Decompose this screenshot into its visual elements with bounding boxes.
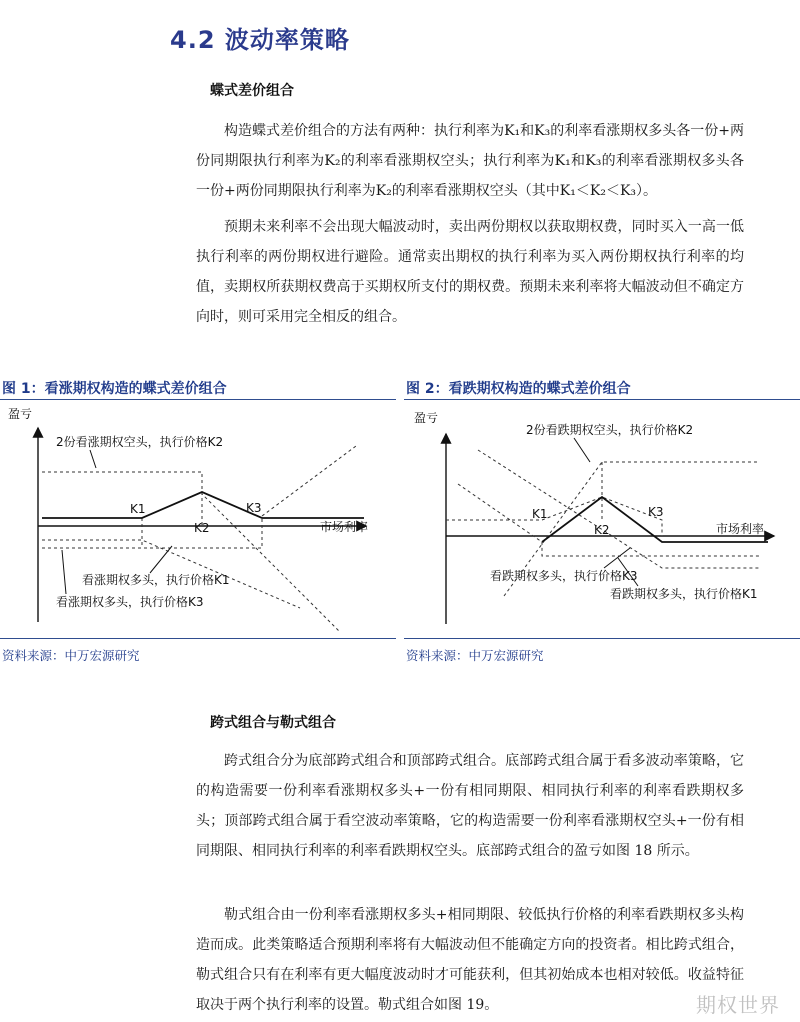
- figure1-k2-label: K2: [194, 521, 210, 535]
- figure2-annotation-long-k3: 看跌期权多头，执行价格K3: [490, 569, 638, 583]
- figure2-annotation-short: 2份看跌期权空头，执行价格K2: [526, 423, 694, 437]
- figure2-k1-label: K1: [532, 507, 548, 521]
- figure2-bottom-rule: [404, 638, 800, 639]
- figure1-k3-label: K3: [246, 501, 262, 515]
- butterfly-paragraph-1: 构造蝶式差价组合的方法有两种：执行利率为K₁和K₃的利率看涨期权多头各一份+两份同期限执行利率为K₂的利率看涨期权空头；执行利率为K₁和K₃的利率看涨期权多头各一份+两份同期限执行利率为K₂的利率看涨期权空头（其中K₁＜K₂＜K₃）。: [196, 123, 744, 199]
- strangle-paragraph: 勒式组合由一份利率看涨期权多头+相同期限、较低执行价格的利率看跌期权多头构造而成。此类策略适合预期利率将有大幅波动但不能确定方向的投资者。相比跨式组合，勒式组合只有在利率有更大幅度波动时才可能获利，但其初始成本也相对较低。收益特征取决于两个执行利率的设置。勒式组合如图 19。: [196, 907, 744, 1013]
- figure1-annotation-short: 2份看涨期权空头，执行价格K2: [56, 435, 224, 449]
- figure2-source: 资料来源：中万宏源研究: [406, 648, 544, 663]
- figure1-annotation-long-k3: 看涨期权多头，执行价格K3: [56, 595, 204, 609]
- figure2-k2-label: K2: [594, 523, 610, 537]
- figure1-payoff-line: [42, 492, 364, 518]
- figure1-annotation-short-pointer: [90, 450, 96, 468]
- figure1-xlabel: 市场利率: [320, 520, 369, 534]
- figure1-k1-label: K1: [130, 502, 146, 516]
- figure2-guide-lines: [446, 497, 662, 536]
- figure1-bottom-rule: [0, 638, 396, 639]
- section-title: 4.2 波动率策略: [170, 26, 350, 54]
- straddle-paragraph-1: 跨式组合分为底部跨式组合和顶部跨式组合。底部跨式组合属于看多波动率策略，它的构造需要一份利率看涨期权多头+一份有相同期限、相同执行利率的利率看跌期权多头；顶部跨式组合属于看空波动率策略，它的构造需要一份利率看涨期权空头+一份有相同期限、相同执行利率的利率看跌期权空头。底部跨式组合的盈亏如图 18 所示。: [196, 753, 744, 859]
- figure1-title: 图 1：看涨期权构造的蝶式差价组合: [2, 381, 227, 397]
- figure1-annotation-long-k3-pointer: [62, 550, 66, 594]
- butterfly-heading: 蝶式差价组合: [210, 83, 294, 99]
- figure2-ylabel: 盈亏: [414, 411, 439, 425]
- figure2-chart: [404, 400, 800, 638]
- butterfly-paragraph-2: 预期未来利率不会出现大幅波动时，卖出两份期权以获取期权费，同时买入一高一低执行利率的两份期权进行避险。通常卖出期权的执行利率为买入两份期权执行利率的均值，卖期权所获期权费高于买期权所支付的期权费。预期未来利率将大幅波动但不确定方向时，则可采用完全相反的组合。: [196, 219, 744, 325]
- figure1-annotation-long-k1-pointer: [150, 546, 172, 573]
- figure2-annotation-long-k3-pointer: [604, 548, 630, 568]
- figure1-annotation-long-k1: 看涨期权多头，执行价格K1: [82, 573, 230, 587]
- figure2-long-put-k1-line: [458, 484, 760, 556]
- figure2-title: 图 2：看跌期权构造的蝶式差价组合: [406, 381, 631, 397]
- figure2-annotation-short-pointer: [574, 438, 590, 462]
- figure1-ylabel: 盈亏: [8, 407, 33, 421]
- figure2-k3-label: K3: [648, 505, 664, 519]
- straddle-heading: 跨式组合与勒式组合: [210, 715, 336, 731]
- figure2-xlabel: 市场利率: [716, 522, 765, 536]
- figure1-source: 资料来源：中万宏源研究: [2, 648, 140, 663]
- watermark: 期权世界: [696, 993, 780, 1017]
- figure1-chart: [0, 400, 396, 638]
- figure2-annotation-long-k1: 看跌期权多头，执行价格K1: [610, 587, 758, 601]
